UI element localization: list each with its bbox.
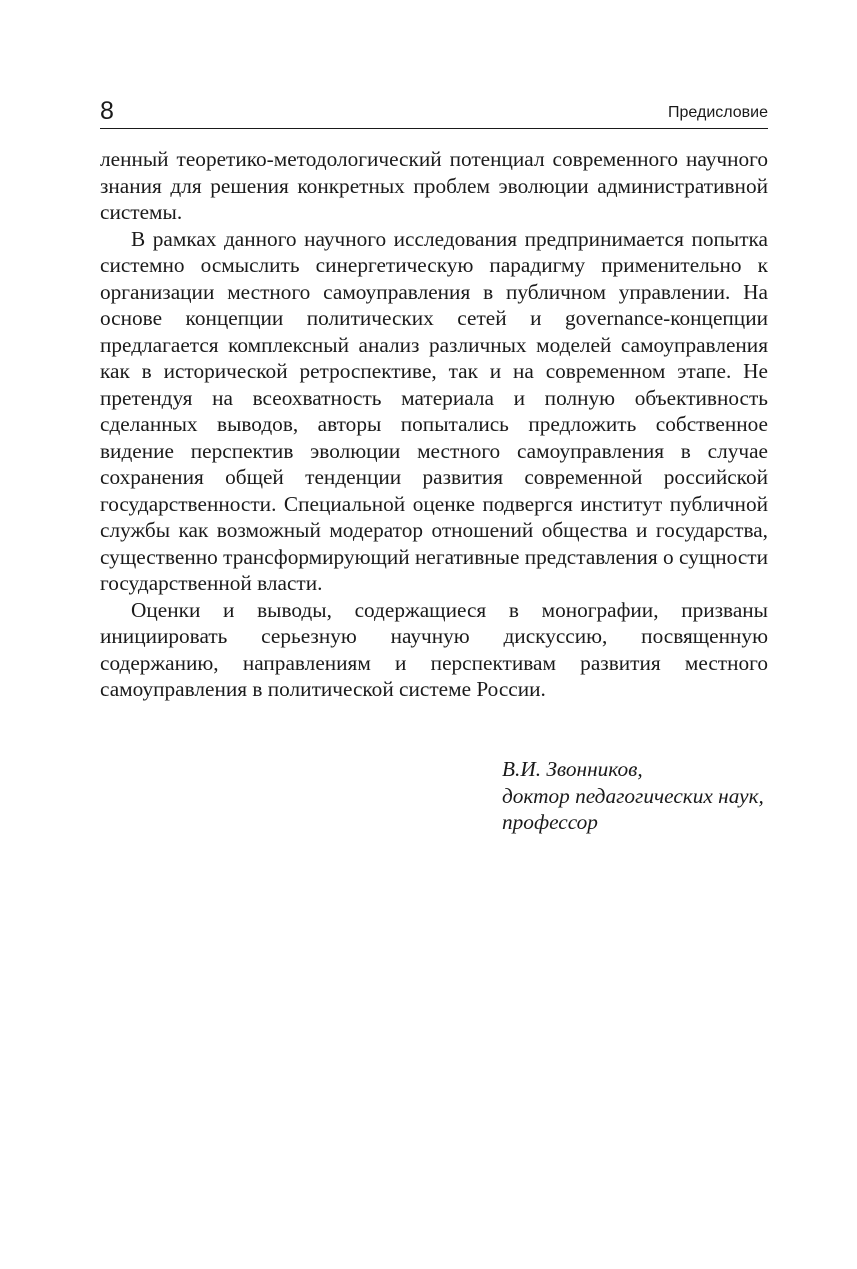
author-title: профессор [502,810,598,834]
paragraph-research-scope: В рамках данного научного исследования предпринимается попытка системно осмыслить синергетическую парадигму применительно к организации местного самоуправления в публичном управлении. На основе концепции политических сетей и governance-концепции предлагается комплексный анализ различных моделей самоуправления как в исторической ретроспективе, так и на современном этапе. Не претендуя на всеохватность материала и полную объективность сделанных выводов, авторы попытались предложить собственное видение перспектив эволюции местного самоуправления в случае сохранения общей тенденции развития современной российской государственности. Специальной оценке подвергся институт публичной службы как возможный модератор отношений общества и государства, существенно трансформирующий негативные представления о сущности государственной власти. [100,226,768,595]
author-signature [502,756,782,836]
author-name: В.И. Звонников, [502,757,643,781]
body-text [100,146,768,703]
page-number: 8 [100,97,114,125]
running-head: Предисловие [668,104,768,121]
paragraph-continuation: ленный теоретико-методологический потенциал современного научного знания для решения конкретных проблем эволюции административной системы. [100,147,768,224]
author-degree: доктор педагогических наук, [502,783,764,808]
page-header [100,96,768,129]
paragraph-conclusions: Оценки и выводы, содержащиеся в монографии, призваны инициировать серьезную научную дискуссию, посвященную содержанию, направлениям и перспективам развития местного самоуправления в политической системе России. [100,597,768,701]
